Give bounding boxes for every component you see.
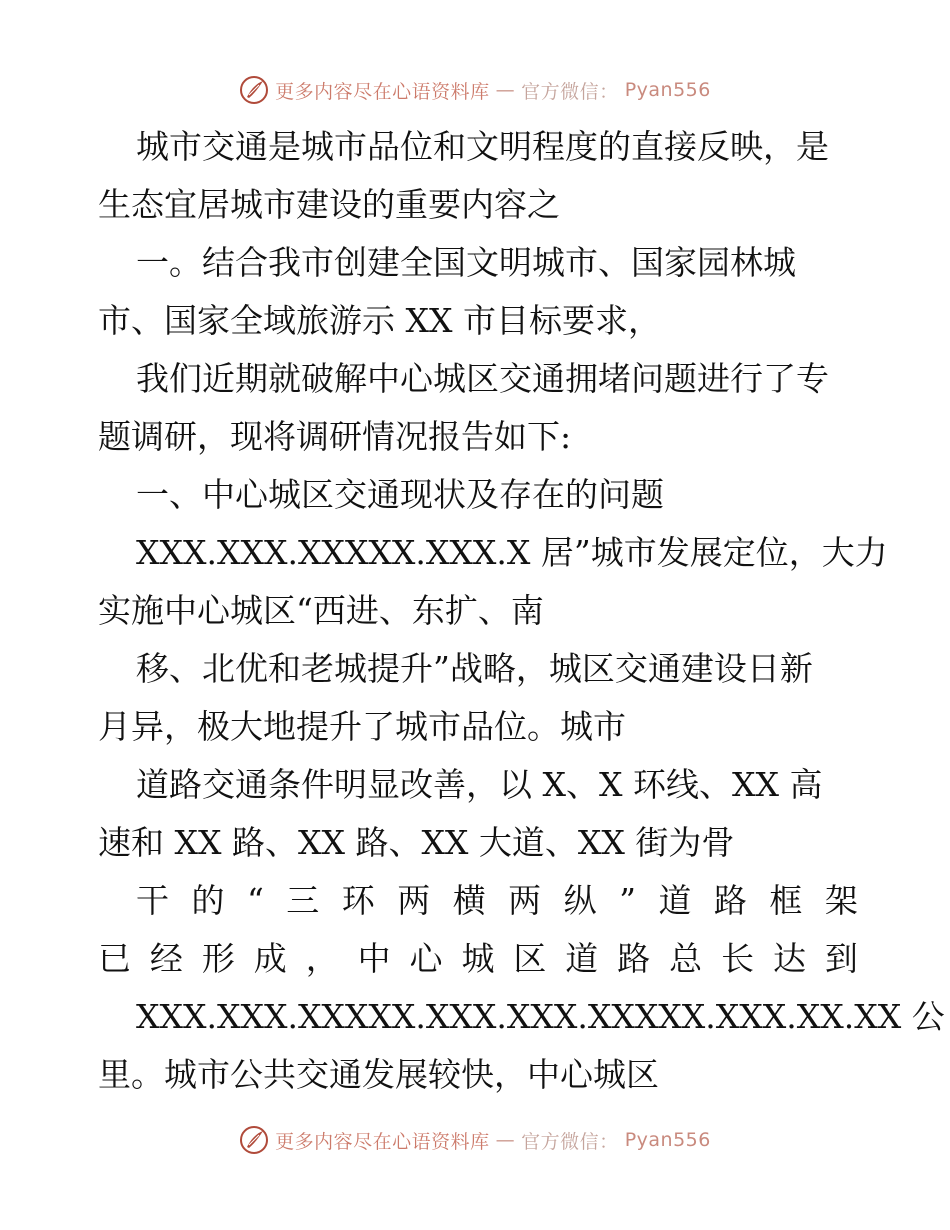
paragraph-line: 生态宜居城市建设的重要内容之 xyxy=(98,185,560,224)
watermark-dash: — xyxy=(495,79,516,101)
paragraph-line: 里。城市公共交通发展较快，中心城区 xyxy=(98,1055,659,1094)
spread-char: 道 xyxy=(565,939,599,978)
spread-char: 区 xyxy=(513,939,547,978)
spread-char: 心 xyxy=(409,939,443,978)
section-heading: 一、中心城区交通现状及存在的问题 xyxy=(136,475,664,514)
paragraph-line: 市、国家全域旅游示 XX 市目标要求， xyxy=(98,301,661,340)
spread-char: 道 xyxy=(658,881,692,920)
spread-char: 三 xyxy=(286,881,320,920)
watermark-wechat-id: Pyan556 xyxy=(624,1129,711,1151)
spread-char: ， xyxy=(305,939,339,978)
spread-char: 经 xyxy=(149,939,183,978)
spread-char: 成 xyxy=(253,939,287,978)
spread-char: “ xyxy=(246,881,264,920)
paragraph-line: 月异，极大地提升了城市品位。城市 xyxy=(98,707,626,746)
paragraph-line: 题调研，现将调研情况报告如下: xyxy=(98,417,572,456)
paragraph-line: 实施中心城区“西进、东扩、南 xyxy=(98,591,544,630)
watermark-official-label: 官方微信： xyxy=(521,1130,619,1153)
spread-char: 形 xyxy=(201,939,235,978)
spread-char: 达 xyxy=(772,939,806,978)
spread-char: 路 xyxy=(713,881,747,920)
spread-char: 横 xyxy=(452,881,486,920)
watermark-site-text: 更多内容尽在心语资料库 xyxy=(275,80,490,103)
document-body xyxy=(98,118,945,1104)
spread-char: 环 xyxy=(341,881,375,920)
header-watermark xyxy=(0,70,950,110)
spread-char: 到 xyxy=(824,939,858,978)
paragraph-line: 速和 XX 路、XX 路、XX 大道、XX 街为骨 xyxy=(98,823,735,862)
paragraph-line: 一。结合我市创建全国文明城市、国家园林城 xyxy=(136,243,796,282)
watermark-site-text: 更多内容尽在心语资料库 xyxy=(275,1130,490,1153)
paragraph-line: 城市交通是城市品位和文明程度的直接反映，是 xyxy=(136,127,829,166)
spread-char: 已 xyxy=(98,939,131,978)
spread-char: 框 xyxy=(769,881,803,920)
spread-char: ” xyxy=(619,881,636,920)
watermark-official-label: 官方微信： xyxy=(521,80,619,103)
paragraph-line: 道路交通条件明显改善，以 X、X 环线、XX 高 xyxy=(136,765,823,804)
spread-char: 长 xyxy=(721,939,755,978)
paragraph-line: 移、北优和老城提升”战略，城区交通建设日新 xyxy=(136,649,813,688)
spread-char: 总 xyxy=(669,939,703,978)
paragraph-line-spread xyxy=(98,930,858,988)
spread-char: 路 xyxy=(617,939,651,978)
spread-char: 的 xyxy=(191,881,225,920)
spread-char: 干 xyxy=(136,881,169,920)
watermark-dash: — xyxy=(495,1129,516,1151)
feather-pen-logo-icon xyxy=(239,75,269,105)
paragraph-line: XXX.XXX.XXXXX.XXX.XXX.XXXXX.XXX.XX.XX 公 xyxy=(136,997,945,1036)
paragraph-line-spread xyxy=(98,872,858,930)
paragraph-line: XXX.XXX.XXXXX.XXX.X 居”城市发展定位，大力 xyxy=(136,533,888,572)
spread-char: 中 xyxy=(357,939,391,978)
spread-char: 两 xyxy=(397,881,431,920)
footer-watermark xyxy=(0,1120,950,1160)
feather-pen-logo-icon xyxy=(239,1125,269,1155)
spread-char: 纵 xyxy=(563,881,597,920)
watermark-wechat-id: Pyan556 xyxy=(624,79,711,101)
spread-char: 城 xyxy=(461,939,495,978)
spread-char: 两 xyxy=(508,881,542,920)
paragraph-line: 我们近期就破解中心城区交通拥堵问题进行了专 xyxy=(136,359,829,398)
spread-char: 架 xyxy=(824,881,858,920)
